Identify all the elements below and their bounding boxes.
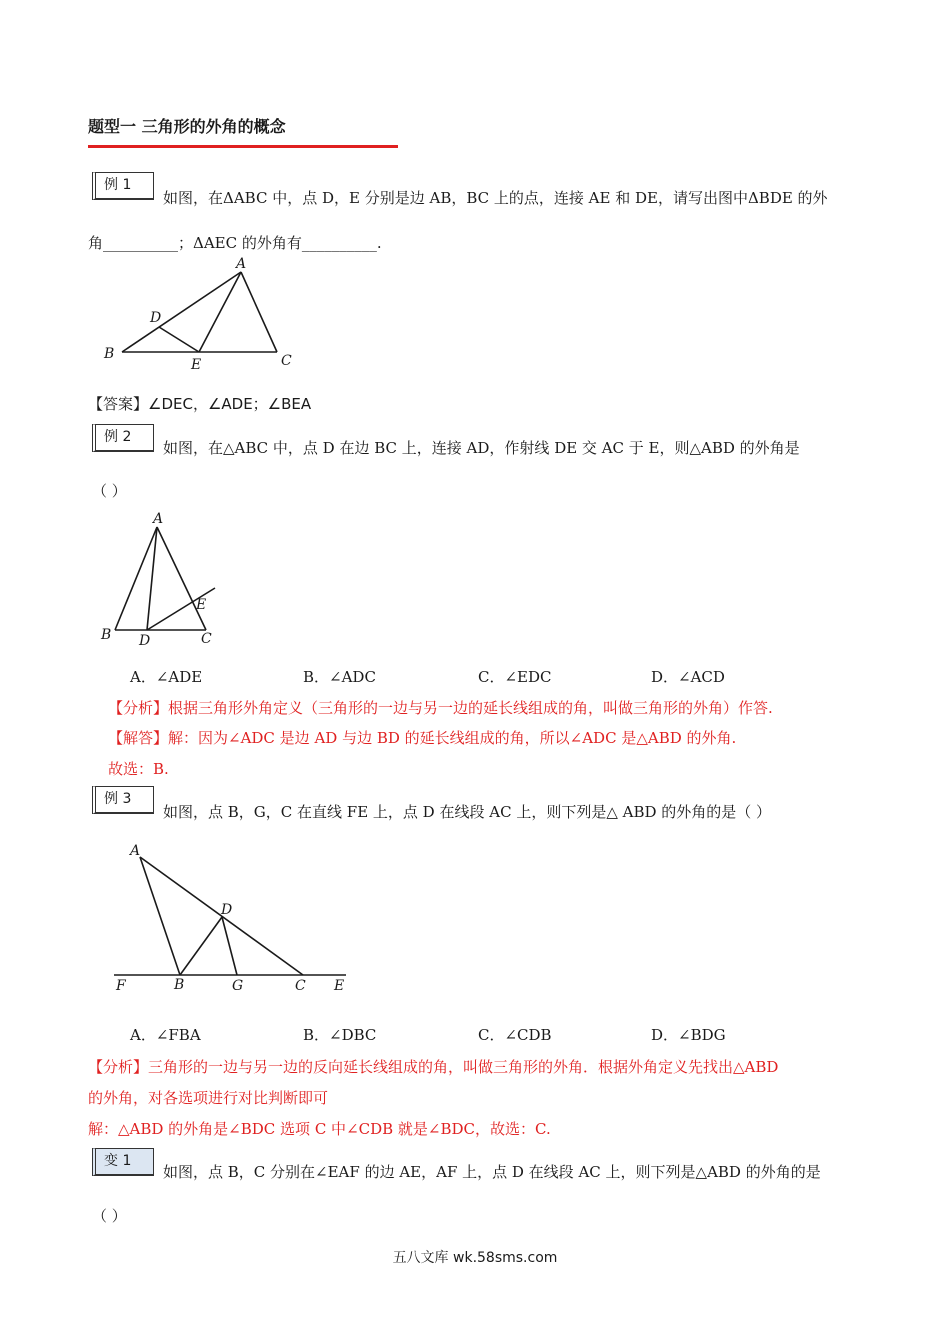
example-2-option-c: C．∠EDC (478, 668, 552, 686)
label-d: D (221, 902, 233, 918)
example-2-tag: 例 2 (92, 424, 154, 452)
example-3-analysis-line2: 的外角，对各选项进行对比判断即可 (88, 1089, 329, 1107)
label-d: D (139, 633, 151, 649)
label-d: D (150, 310, 162, 326)
example-2-solution: 【解答】解：因为∠ADC 是边 AD 与边 BD 的延长线组成的角，所以∠ADC 是△ABD 的外角. (108, 729, 737, 747)
example-2-text-line1: 如图，在△ABC 中，点 D 在边 BC 上，连接 AD，作射线 DE 交 AC 于 E，则△ABD 的外角是 (163, 439, 800, 457)
example-3-option-a: A．∠FBA (130, 1026, 201, 1044)
footer-watermark: 五八文库 wk.58sms.com (392, 1250, 558, 1266)
example-1-tag: 例 1 (92, 172, 154, 200)
label-a: A (153, 511, 164, 527)
example-2-option-b: B．∠ADC (303, 668, 376, 686)
section-rule (88, 145, 398, 148)
segment-ad (147, 527, 157, 630)
example-2-option-a: A．∠ADE (130, 668, 203, 686)
label-f: F (116, 978, 126, 994)
section-title: 题型一 三角形的外角的概念 (88, 117, 286, 136)
segment-ab (122, 272, 241, 352)
example-3-option-c: C．∠CDB (478, 1026, 552, 1044)
example-1-answer: 【答案】∠DEC，∠ADE；∠BEA (88, 395, 312, 413)
example-1-figure (95, 255, 305, 375)
example-3-option-b: B．∠DBC (303, 1026, 377, 1044)
label-g: G (232, 978, 244, 994)
label-a: A (130, 843, 141, 859)
label-b: B (104, 346, 115, 362)
label-b: B (174, 977, 185, 993)
example-2-choose: 故选：B. (108, 760, 169, 778)
example-3-text-line1: 如图，点 B，G，C 在直线 FE 上，点 D 在线段 AC 上，则下列是△ ABD 的外角的是（ ） (163, 803, 772, 821)
label-e: E (334, 978, 345, 994)
label-a: A (236, 256, 247, 272)
variant-1-text-line1: 如图，点 B，C 分别在∠EAF 的边 AE，AF 上，点 D 在线段 AC 上，则下列是△ABD 的外角的是 (163, 1163, 821, 1181)
example-1-text-line2: 角__________；ΔAEC 的外角有__________. (88, 234, 382, 252)
example-1-text-line1: 如图，在ΔABC 中，点 D，E 分别是边 AB，BC 上的点，连接 AE 和 DE，请写出图中ΔBDE 的外 (163, 189, 828, 207)
example-3-figure (100, 835, 360, 1000)
segment-bd (180, 917, 222, 975)
segment-ab (115, 527, 157, 630)
label-b: B (101, 627, 112, 643)
segment-ac (157, 527, 206, 630)
segment-ac (241, 272, 277, 352)
example-2-text-line2: （ ） (92, 482, 127, 500)
label-e: E (191, 357, 202, 373)
segment-de (159, 327, 199, 352)
example-3-analysis-line1: 【分析】三角形的一边与另一边的反向延长线组成的角，叫做三角形的外角．根据外角定义先找出△ABD (88, 1058, 779, 1076)
variant-1-tag: 变 1 (92, 1148, 154, 1176)
label-c: C (295, 978, 306, 994)
example-2-analysis: 【分析】根据三角形外角定义（三角形的一边与另一边的延长线组成的角，叫做三角形的外角）作答. (108, 699, 773, 717)
variant-1-text-line2: （ ） (92, 1207, 127, 1225)
example-3-option-d: D．∠BDG (651, 1026, 726, 1044)
example-2-option-d: D．∠ACD (651, 668, 725, 686)
segment-ab (140, 857, 180, 975)
example-3-tag: 例 3 (92, 786, 154, 814)
label-e: E (196, 597, 207, 613)
example-3-solution: 解：△ABD 的外角是∠BDC 选项 C 中∠CDB 就是∠BDC，故选：C. (88, 1120, 551, 1138)
segment-ae (199, 272, 241, 352)
label-c: C (201, 631, 212, 647)
example-2-figure (95, 505, 235, 650)
label-c: C (281, 353, 292, 369)
